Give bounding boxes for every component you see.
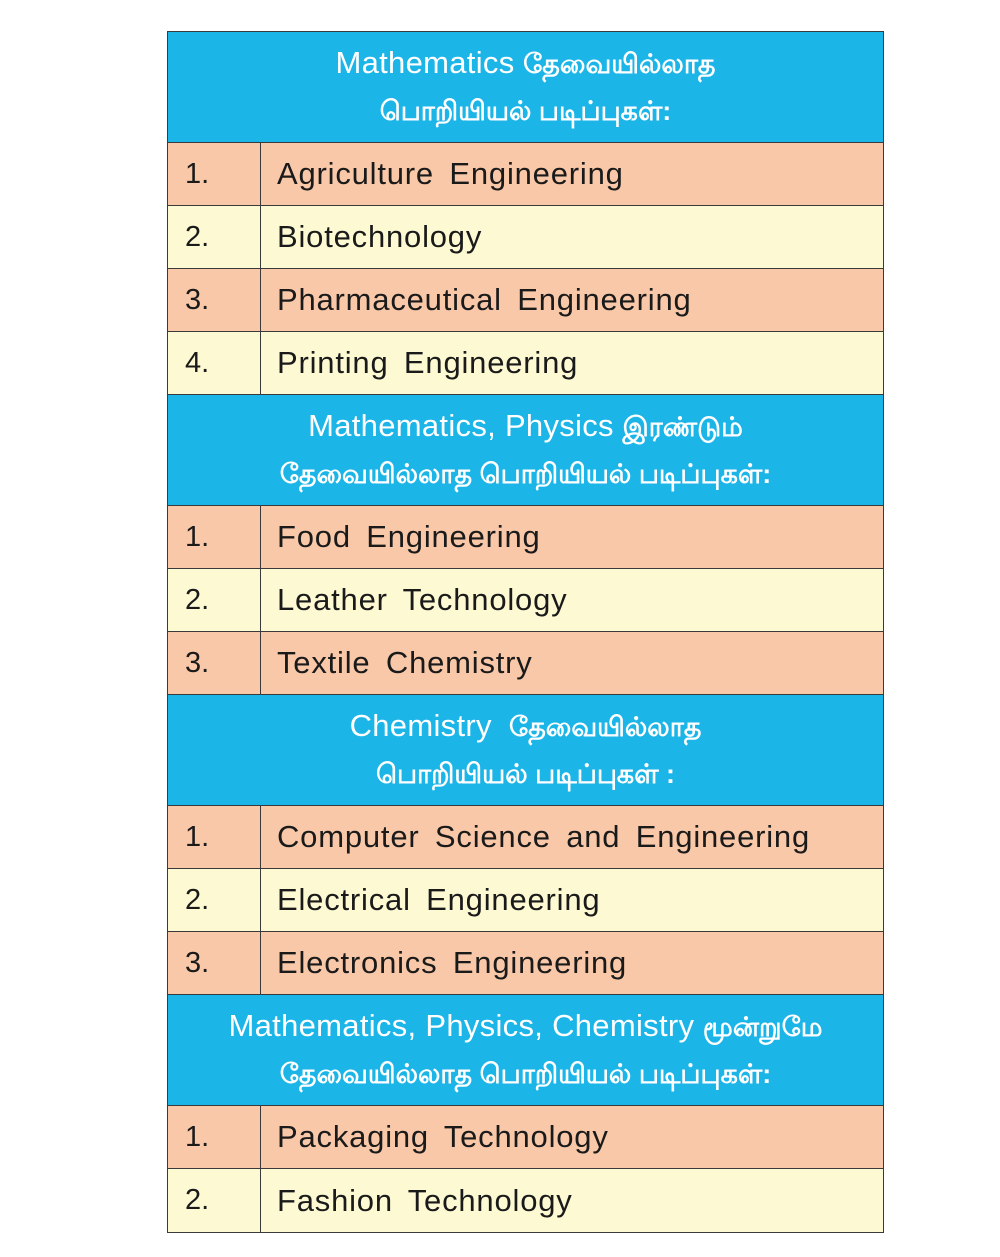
section-header-caption: பொறியியல் படிப்புகள்: [379,96,672,126]
section-header-line2 [280,450,771,497]
course-name: Packaging Technology [277,1119,609,1154]
row-number: 4. [168,332,261,394]
row-number: 3. [168,932,261,994]
section-header-no-pcm [168,995,883,1106]
section-header-caption: பொறியியல் படிப்புகள் : [375,759,676,789]
course-name: Printing Engineering [277,345,579,380]
table-row [168,569,883,632]
row-number: 3. [168,632,261,694]
table-row [168,1169,883,1232]
section-header-line1 [229,1003,823,1050]
table-row [168,143,883,206]
course-name: Food Engineering [277,519,541,554]
section-header-no-chemistry [168,695,883,806]
course-name: Biotechnology [277,219,483,254]
table-row [168,632,883,695]
section-header-line1 [350,703,702,750]
section-header-qualifier: தேவையில்லாத [509,712,702,742]
section-header-caption: தேவையில்லாத பொறியியல் படிப்புகள்: [279,459,772,489]
course-name: Fashion Technology [277,1182,573,1218]
section-header-qualifier: மூன்றுமே [702,1012,823,1042]
row-number: 2. [168,1169,261,1232]
table-row [168,869,883,932]
row-number: 1. [168,506,261,568]
section-header-qualifier: இரண்டும் [622,412,743,442]
section-header-line2 [380,87,672,134]
row-number: 1. [168,1106,261,1168]
section-header-line1 [308,403,743,450]
course-name: Electronics Engineering [277,945,628,980]
course-name: Leather Technology [277,582,568,617]
section-header-subject: Mathematics, Physics [308,408,614,443]
section-header-qualifier: தேவையில்லாத [523,49,716,79]
course-name: Agriculture Engineering [277,156,624,191]
section-header-no-maths-physics [168,395,883,506]
table-row [168,506,883,569]
section-header-caption: தேவையில்லாத பொறியியல் படிப்புகள்: [279,1059,772,1089]
section-header-subject: Mathematics, Physics, Chemistry [228,1008,695,1043]
course-name: Textile Chemistry [277,645,533,680]
row-number: 2. [168,206,261,268]
row-number: 3. [168,269,261,331]
section-header-no-maths [168,32,883,143]
table-row [168,269,883,332]
table-row [168,1106,883,1169]
section-header-subject: Chemistry [349,708,492,743]
row-number: 2. [168,869,261,931]
table-row [168,806,883,869]
row-number: 1. [168,806,261,868]
section-header-line1 [335,40,715,87]
course-name: Pharmaceutical Engineering [277,282,692,317]
section-header-line2 [280,1050,771,1097]
section-header-line2 [376,750,675,797]
row-number: 1. [168,143,261,205]
row-number: 2. [168,569,261,631]
table-row [168,206,883,269]
course-name: Electrical Engineering [277,882,601,917]
courses-table [167,31,884,1233]
table-row [168,332,883,395]
table-row [168,932,883,995]
course-name: Computer Science and Engineering [277,819,811,854]
section-header-subject: Mathematics [335,45,515,80]
